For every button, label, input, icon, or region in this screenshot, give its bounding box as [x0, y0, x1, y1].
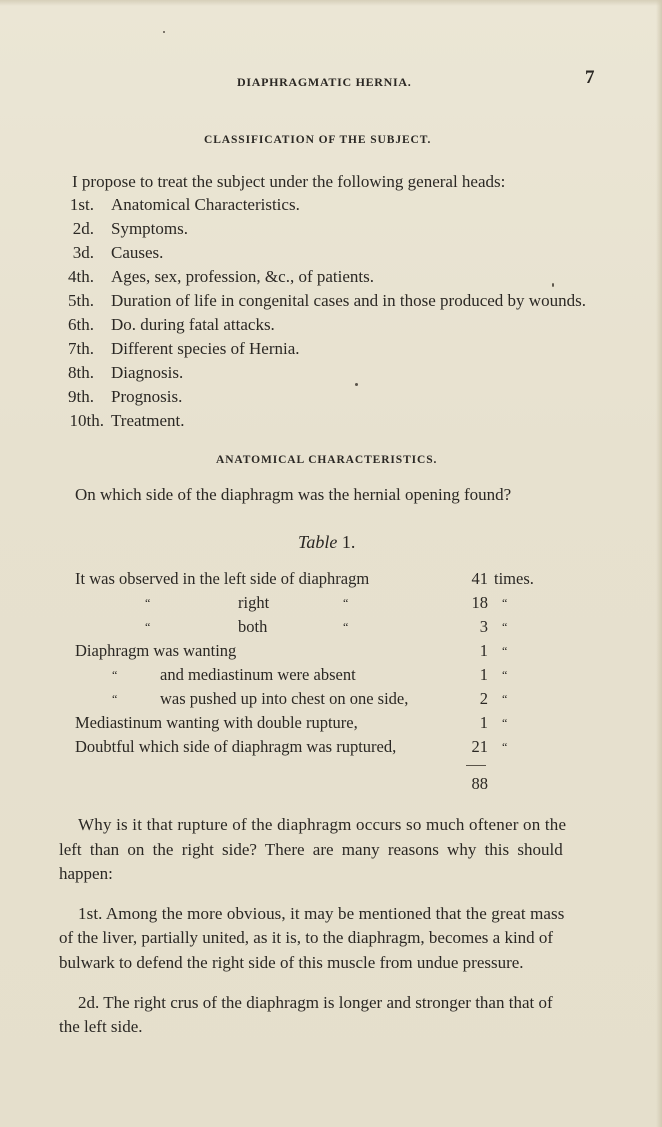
ditto-mark: “ [502, 716, 508, 730]
paper-speck [355, 383, 358, 386]
list-item-text: Symptoms. [111, 219, 188, 238]
list-item-number: 5th. [68, 291, 94, 310]
table-row-label: Doubtful which side of diaphragm was ruptured, [75, 737, 397, 756]
paragraph-line: left than on the right side? There are many reasons why this should [59, 840, 563, 859]
ditto-mark: “ [343, 620, 349, 634]
page-right-edge [656, 0, 662, 1127]
ditto-mark: “ [343, 596, 349, 610]
list-item-text: Anatomical Characteristics. [111, 195, 300, 214]
paper-speck [552, 283, 554, 287]
table-row-label: It was observed in the left side of diaphragm [75, 569, 370, 588]
paragraph-line: the left side. [59, 1017, 143, 1036]
table-row-label: Mediastinum wanting with double rupture, [75, 713, 358, 732]
list-item-text: Diagnosis. [111, 363, 184, 382]
table-caption-number: 1. [341, 532, 356, 552]
list-item-text: Prognosis. [111, 387, 183, 406]
table-caption-word: Table [298, 532, 338, 552]
page-number: 7 [585, 67, 595, 88]
paragraph-line: of the liver, partially united, as it is, to the diaphragm, becomes a kind of [59, 928, 554, 947]
list-item-text: Ages, sex, profession, &c., of patients. [111, 267, 374, 286]
total-rule [466, 765, 486, 766]
list-item-text: Causes. [111, 243, 164, 262]
ditto-mark: “ [145, 596, 151, 610]
table-row-count: 21 [471, 737, 488, 756]
anatomical-question: On which side of the diaphragm was the hernial opening found? [75, 485, 512, 504]
list-item-number: 6th. [68, 315, 94, 334]
list-item-number: 10th. [69, 411, 104, 430]
table-row-label: was pushed up into chest on one side, [160, 689, 409, 708]
ditto-mark: “ [112, 668, 118, 682]
paragraph-line: bulwark to defend the right side of this muscle from undue pressure. [59, 953, 524, 972]
table-row-label: both [238, 617, 268, 636]
paper-speck [163, 31, 165, 33]
list-item-number: 2d. [72, 219, 94, 238]
paragraph-line: 2d. The right crus of the diaphragm is longer and stronger than that of [78, 993, 553, 1012]
paragraph-line: happen: [59, 864, 113, 883]
ditto-mark: “ [112, 692, 118, 706]
table-caption [298, 532, 355, 553]
classification-heading: CLASSIFICATION OF THE SUBJECT. [204, 134, 432, 146]
list-item-text: Do. during fatal attacks. [111, 315, 275, 334]
table-total: 88 [471, 774, 488, 793]
list-item-text: Duration of life in congenital cases and in those produced by wounds. [111, 291, 586, 310]
table-row-count: 41 [471, 569, 488, 588]
table-row-count: 1 [479, 641, 488, 660]
list-item-text: Treatment. [111, 411, 185, 430]
table-row-count: 1 [479, 713, 488, 732]
list-item-number: 4th. [68, 267, 94, 286]
list-item-number: 3d. [72, 243, 94, 262]
ditto-mark: “ [502, 620, 508, 634]
list-item-text: Different species of Hernia. [111, 339, 300, 358]
table-row-count: 1 [479, 665, 488, 684]
anatomical-heading: ANATOMICAL CHARACTERISTICS. [216, 454, 438, 466]
table-row-count: 18 [471, 593, 488, 612]
paragraph-line: 1st. Among the more obvious, it may be mentioned that the great mass [78, 904, 565, 923]
page-top-edge [0, 0, 662, 6]
table-row-unit: times. [494, 569, 534, 588]
table-row-count: 3 [479, 617, 488, 636]
table-row-label: right [238, 593, 270, 612]
table-row-label: and mediastinum were absent [160, 665, 356, 684]
running-title: DIAPHRAGMATIC HERNIA. [237, 75, 412, 89]
list-item-number: 7th. [68, 339, 94, 358]
ditto-mark: “ [502, 692, 508, 706]
list-item-number: 1st. [69, 195, 94, 214]
paragraph-line: Why is it that rupture of the diaphragm occurs so much oftener on the [78, 815, 567, 834]
classification-intro: I propose to treat the subject under the following general heads: [72, 172, 506, 191]
ditto-mark: “ [145, 620, 151, 634]
table-row-count: 2 [479, 689, 488, 708]
table-row-label: Diaphragm was wanting [75, 641, 237, 660]
ditto-mark: “ [502, 644, 508, 658]
list-item-number: 9th. [68, 387, 94, 406]
list-item-number: 8th. [68, 363, 94, 382]
ditto-mark: “ [502, 668, 508, 682]
ditto-mark: “ [502, 740, 508, 754]
ditto-mark: “ [502, 596, 508, 610]
